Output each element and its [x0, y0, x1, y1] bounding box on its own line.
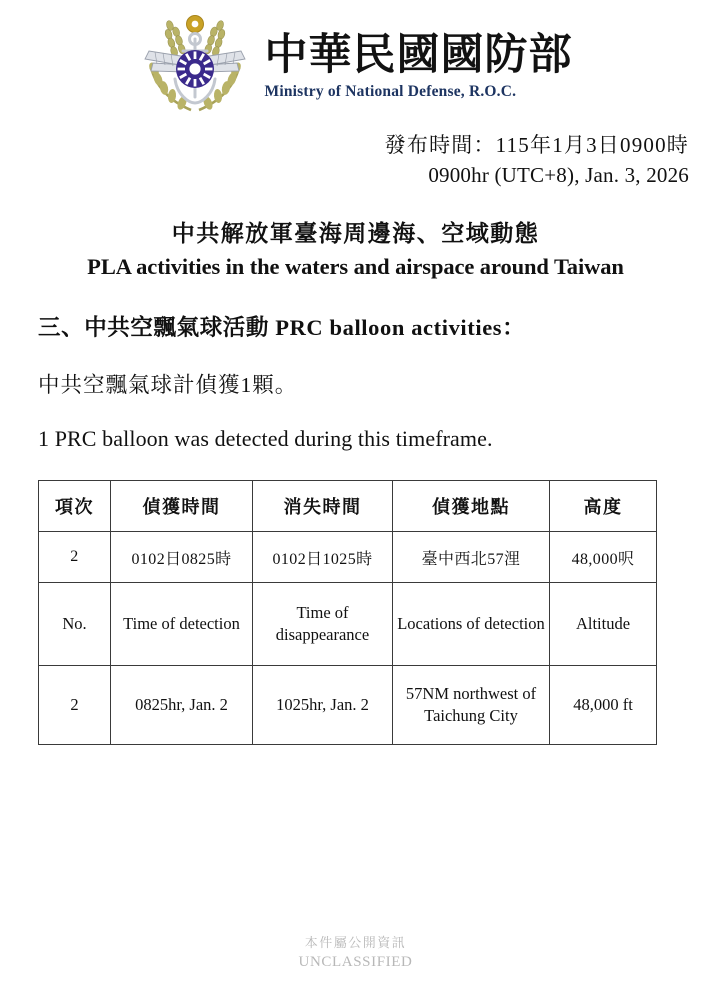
cell-altitude: 48,000 ft	[550, 666, 657, 745]
cell-altitude: 48,000呎	[550, 532, 657, 583]
document-title	[0, 217, 711, 284]
balloon-summary-en: 1 PRC balloon was detected during this timeframe.	[38, 425, 493, 451]
column-header-no: 項次	[39, 481, 111, 532]
release-time-en: 0900hr (UTC+8), Jan. 3, 2026	[428, 163, 689, 188]
ministry-title-en: Ministry of National Defense, R.O.C.	[264, 82, 517, 100]
classification-footer-cn: 本件屬公開資訊	[304, 935, 407, 951]
release-time-cn: 發布時間：115年1月3日0900時	[384, 133, 689, 157]
column-header-time-of-detection: 偵獲時間	[111, 481, 253, 532]
cell-time-of-disappearance: 1025hr, Jan. 2	[253, 666, 393, 745]
cell-time-of-detection: 0102日0825時	[111, 532, 253, 583]
column-header-location: 偵獲地點	[393, 481, 550, 532]
mnd-national-emblem-icon	[139, 13, 251, 117]
cell-time-of-detection: 0825hr, Jan. 2	[111, 666, 253, 745]
emblem-star-icon	[186, 16, 203, 33]
cell-no: 2	[39, 532, 111, 583]
table-header-row	[39, 481, 657, 532]
classification-footer-en: UNCLASSIFIED	[298, 953, 413, 970]
document-title-cn: 中共解放軍臺海周邊海、空域動態	[171, 220, 540, 246]
release-time-block	[0, 130, 711, 191]
section-heading-balloon-activities: 三、中共空飄氣球活動 PRC balloon activities：	[38, 315, 526, 340]
wordmark	[265, 29, 573, 100]
table-row	[39, 583, 657, 666]
emblem-sun-icon	[176, 50, 214, 88]
cell-no: 2	[39, 666, 111, 745]
cell-location: 57NM northwest of Taichung City	[393, 666, 550, 745]
cell-time-of-detection: Time of detection	[111, 583, 253, 666]
cell-no: No.	[39, 583, 111, 666]
content-area	[0, 312, 711, 745]
balloon-detection-table	[38, 480, 657, 745]
cell-time-of-disappearance: Time of disappearance	[253, 583, 393, 666]
classification-footer	[0, 934, 711, 972]
ministry-title-cn: 中華民國國防部	[264, 32, 573, 80]
cell-location: Locations of detection	[393, 583, 550, 666]
table-row	[39, 666, 657, 745]
masthead	[0, 0, 711, 108]
balloon-summary-cn: 中共空飄氣球計偵獲1顆。	[38, 372, 298, 397]
column-header-altitude: 高度	[550, 481, 657, 532]
cell-altitude: Altitude	[550, 583, 657, 666]
column-header-time-of-disappearance: 消失時間	[253, 481, 393, 532]
cell-location: 臺中西北57浬	[393, 532, 550, 583]
document-title-en: PLA activities in the waters and airspace around Taiwan	[87, 254, 624, 280]
table-row	[39, 532, 657, 583]
cell-time-of-disappearance: 0102日1025時	[253, 532, 393, 583]
